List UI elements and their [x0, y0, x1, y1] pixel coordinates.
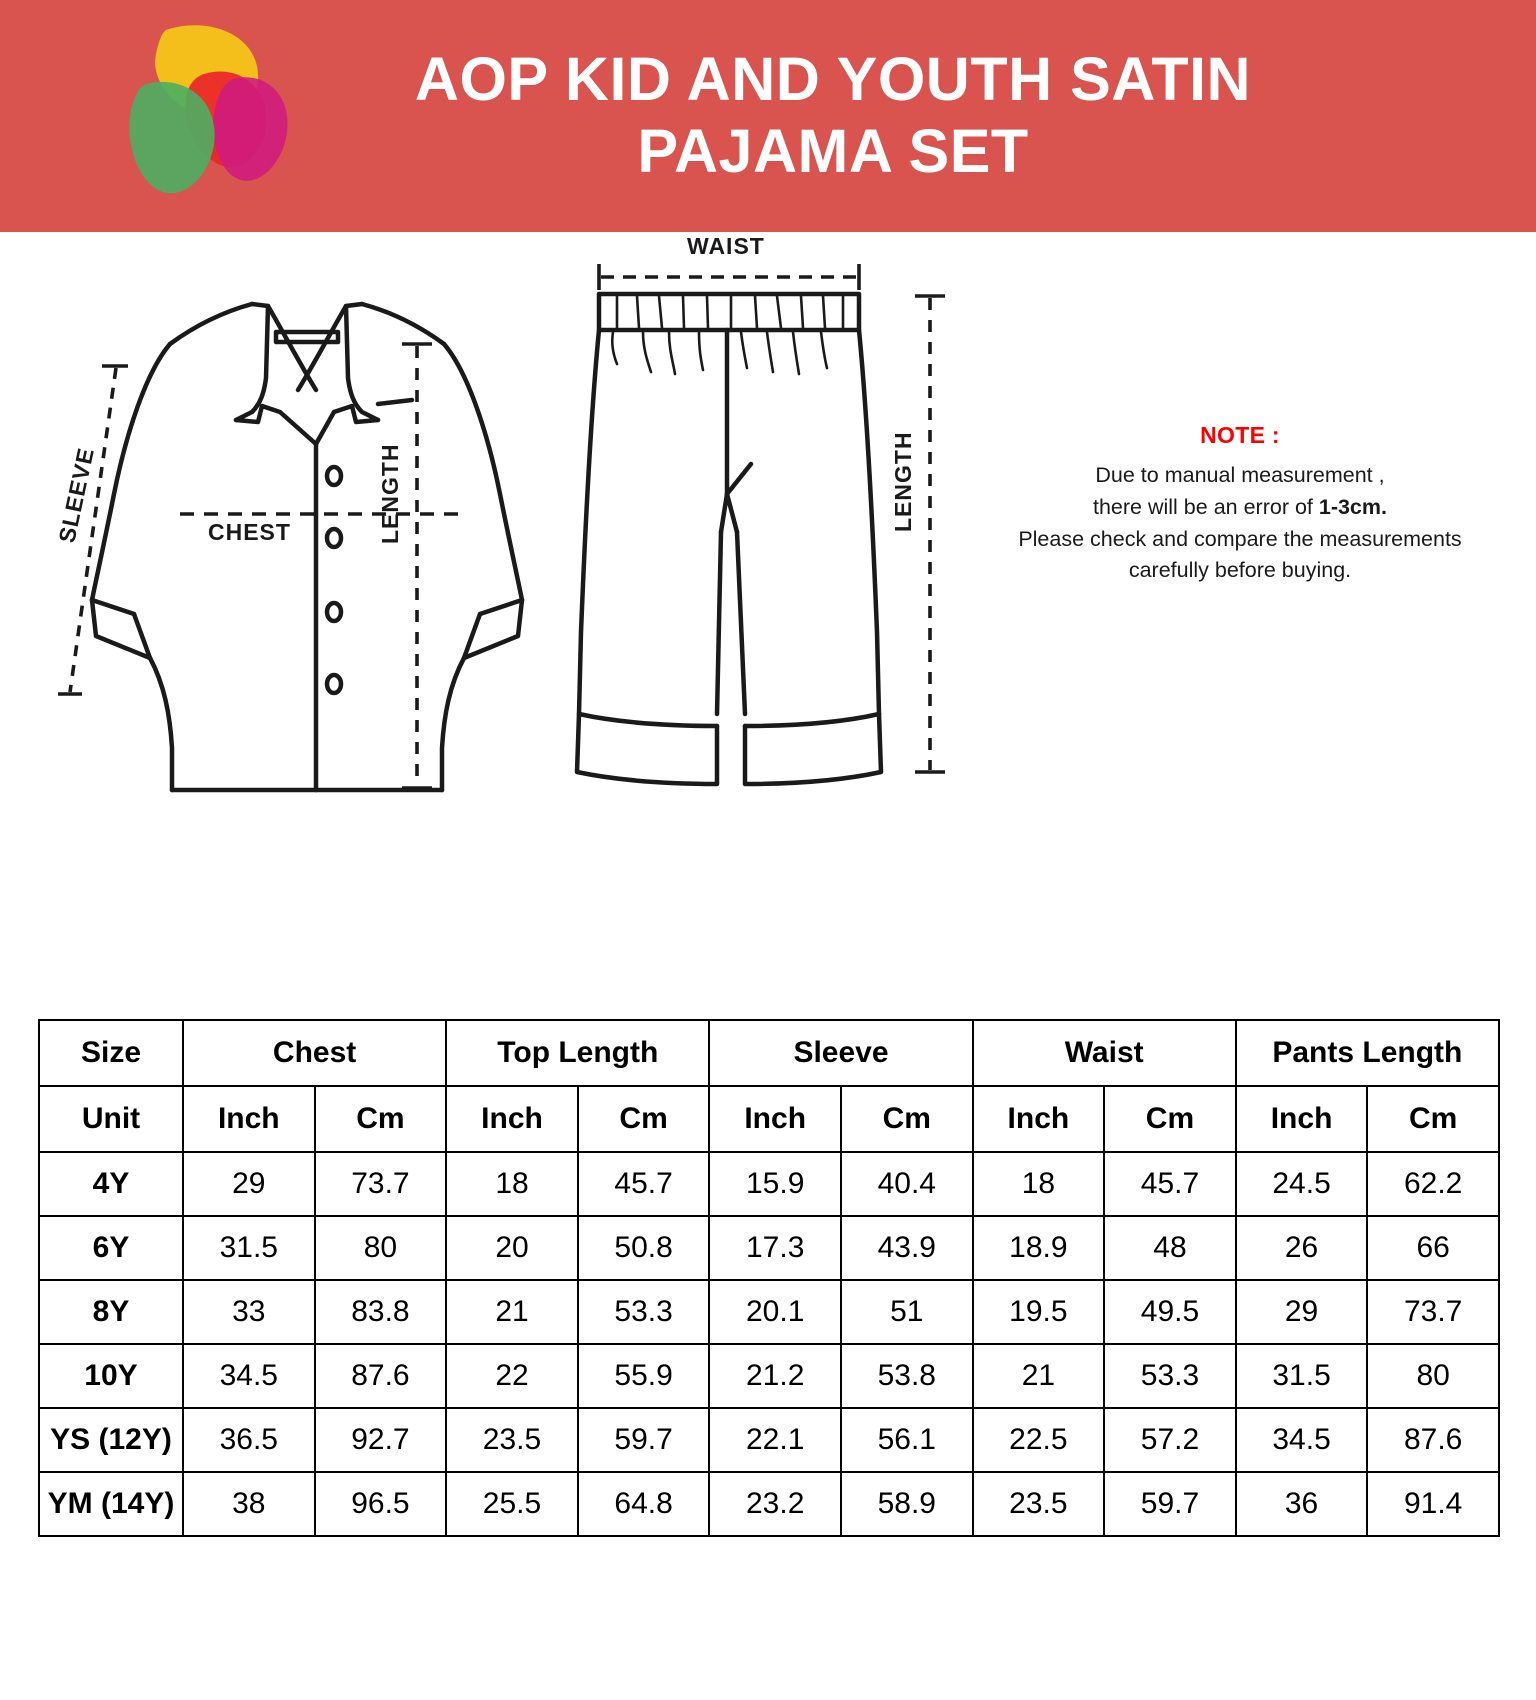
- header-unit: Unit: [39, 1086, 183, 1152]
- note-tolerance-value: 1-3cm.: [1318, 494, 1387, 519]
- table-cell-value: 26: [1236, 1216, 1368, 1280]
- table-cell-value: 29: [1236, 1280, 1368, 1344]
- table-cell-value: 25.5: [446, 1472, 578, 1536]
- table-cell-value: 18: [446, 1152, 578, 1216]
- table-cell-size: 10Y: [39, 1344, 183, 1408]
- table-row: [39, 1216, 1499, 1280]
- table-cell-value: 22.1: [709, 1408, 841, 1472]
- note-line-2-prefix: there will be an error of: [1093, 494, 1319, 519]
- table-cell-value: 20.1: [709, 1280, 841, 1344]
- table-cell-value: 21: [446, 1280, 578, 1344]
- table-cell-value: 17.3: [709, 1216, 841, 1280]
- table-cell-size: 6Y: [39, 1216, 183, 1280]
- table-cell-value: 38: [183, 1472, 315, 1536]
- table-cell-value: 48: [1104, 1216, 1236, 1280]
- table-cell-value: 36: [1236, 1472, 1368, 1536]
- table-cell-value: 21: [973, 1344, 1105, 1408]
- table-cell-size: 4Y: [39, 1152, 183, 1216]
- table-cell-value: 45.7: [578, 1152, 710, 1216]
- table-cell-value: 73.7: [315, 1152, 447, 1216]
- table-cell-value: 43.9: [841, 1216, 973, 1280]
- table-cell-value: 34.5: [1236, 1408, 1368, 1472]
- table-cell-value: 21.2: [709, 1344, 841, 1408]
- header-sleeve-cm: Cm: [841, 1086, 973, 1152]
- table-cell-value: 18: [973, 1152, 1105, 1216]
- header-sleeve: Sleeve: [709, 1020, 972, 1086]
- size-chart-body: [39, 1152, 1499, 1536]
- table-cell-value: 92.7: [315, 1408, 447, 1472]
- table-cell-value: 53.3: [578, 1280, 710, 1344]
- table-row: [39, 1344, 1499, 1408]
- table-cell-value: 80: [315, 1216, 447, 1280]
- shirt-chest-label: CHEST: [208, 519, 291, 545]
- header-top-length-inch: Inch: [446, 1086, 578, 1152]
- table-cell-value: 19.5: [973, 1280, 1105, 1344]
- table-cell-value: 45.7: [1104, 1152, 1236, 1216]
- header-waist-cm: Cm: [1104, 1086, 1236, 1152]
- table-cell-value: 58.9: [841, 1472, 973, 1536]
- table-group-header-row: [39, 1020, 1499, 1086]
- garment-diagrams: [0, 232, 1536, 932]
- header-waist: Waist: [973, 1020, 1236, 1086]
- table-cell-value: 62.2: [1367, 1152, 1499, 1216]
- header-pants-length-inch: Inch: [1236, 1086, 1368, 1152]
- header-pants-length: Pants Length: [1236, 1020, 1499, 1086]
- measurement-note: [1000, 422, 1480, 587]
- shirt-technical-drawing: [30, 244, 550, 804]
- table-cell-value: 96.5: [315, 1472, 447, 1536]
- table-cell-size: 8Y: [39, 1280, 183, 1344]
- size-chart-table: [38, 1019, 1500, 1537]
- table-cell-value: 50.8: [578, 1216, 710, 1280]
- shirt-sleeve-label: SLEEVE: [53, 444, 100, 546]
- table-cell-value: 57.2: [1104, 1408, 1236, 1472]
- note-line-1: Due to manual measurement ,: [1095, 463, 1385, 487]
- table-cell-value: 73.7: [1367, 1280, 1499, 1344]
- table-cell-value: 53.3: [1104, 1344, 1236, 1408]
- table-cell-value: 18.9: [973, 1216, 1105, 1280]
- page-title: AOP KID AND YOUTH SATIN PAJAMA SET: [414, 45, 1252, 185]
- header-top-length-cm: Cm: [578, 1086, 710, 1152]
- table-cell-value: 87.6: [1367, 1408, 1499, 1472]
- header-waist-inch: Inch: [973, 1086, 1105, 1152]
- table-row: [39, 1472, 1499, 1536]
- table-cell-value: 51: [841, 1280, 973, 1344]
- table-cell-value: 53.8: [841, 1344, 973, 1408]
- table-cell-value: 31.5: [183, 1216, 315, 1280]
- table-cell-value: 59.7: [1104, 1472, 1236, 1536]
- table-cell-value: 40.4: [841, 1152, 973, 1216]
- note-title: NOTE :: [1200, 422, 1280, 448]
- table-cell-value: 22.5: [973, 1408, 1105, 1472]
- table-row: [39, 1280, 1499, 1344]
- table-cell-value: 34.5: [183, 1344, 315, 1408]
- table-cell-value: 22: [446, 1344, 578, 1408]
- table-cell-value: 55.9: [578, 1344, 710, 1408]
- table-cell-value: 80: [1367, 1344, 1499, 1408]
- header-size: Size: [39, 1020, 183, 1086]
- table-cell-value: 59.7: [578, 1408, 710, 1472]
- table-cell-value: 23.5: [446, 1408, 578, 1472]
- header-sleeve-inch: Inch: [709, 1086, 841, 1152]
- table-cell-value: 66: [1367, 1216, 1499, 1280]
- pants-technical-drawing: [555, 232, 975, 792]
- note-line-3: Please check and compare the measurements: [1018, 526, 1462, 551]
- header-pants-length-cm: Cm: [1367, 1086, 1499, 1152]
- table-cell-value: 20: [446, 1216, 578, 1280]
- pants-waist-label: WAIST: [687, 233, 765, 259]
- note-line-4: carefully before buying.: [1128, 558, 1352, 583]
- table-cell-size: YM (14Y): [39, 1472, 183, 1536]
- table-cell-value: 56.1: [841, 1408, 973, 1472]
- table-row: [39, 1408, 1499, 1472]
- table-cell-value: 49.5: [1104, 1280, 1236, 1344]
- table-cell-value: 29: [183, 1152, 315, 1216]
- header-top-length: Top Length: [446, 1020, 709, 1086]
- table-cell-value: 91.4: [1367, 1472, 1499, 1536]
- table-row: [39, 1152, 1499, 1216]
- table-cell-value: 36.5: [183, 1408, 315, 1472]
- header-chest-cm: Cm: [315, 1086, 447, 1152]
- table-cell-value: 33: [183, 1280, 315, 1344]
- note-line-2: [1000, 492, 1480, 524]
- header-chest: Chest: [183, 1020, 446, 1086]
- table-cell-value: 64.8: [578, 1472, 710, 1536]
- shirt-length-label: LENGTH: [377, 443, 403, 544]
- table-cell-value: 15.9: [709, 1152, 841, 1216]
- table-cell-value: 24.5: [1236, 1152, 1368, 1216]
- table-cell-value: 23.2: [709, 1472, 841, 1536]
- brand-petals-logo: [108, 22, 298, 202]
- header-banner: [0, 0, 1536, 232]
- table-cell-value: 87.6: [315, 1344, 447, 1408]
- header-chest-inch: Inch: [183, 1086, 315, 1152]
- table-unit-header-row: [39, 1086, 1499, 1152]
- size-chart-table-wrapper: [38, 1019, 1498, 1537]
- table-cell-size: YS (12Y): [39, 1408, 183, 1472]
- pants-length-label: LENGTH: [890, 431, 916, 532]
- table-cell-value: 31.5: [1236, 1344, 1368, 1408]
- table-cell-value: 83.8: [315, 1280, 447, 1344]
- table-cell-value: 23.5: [973, 1472, 1105, 1536]
